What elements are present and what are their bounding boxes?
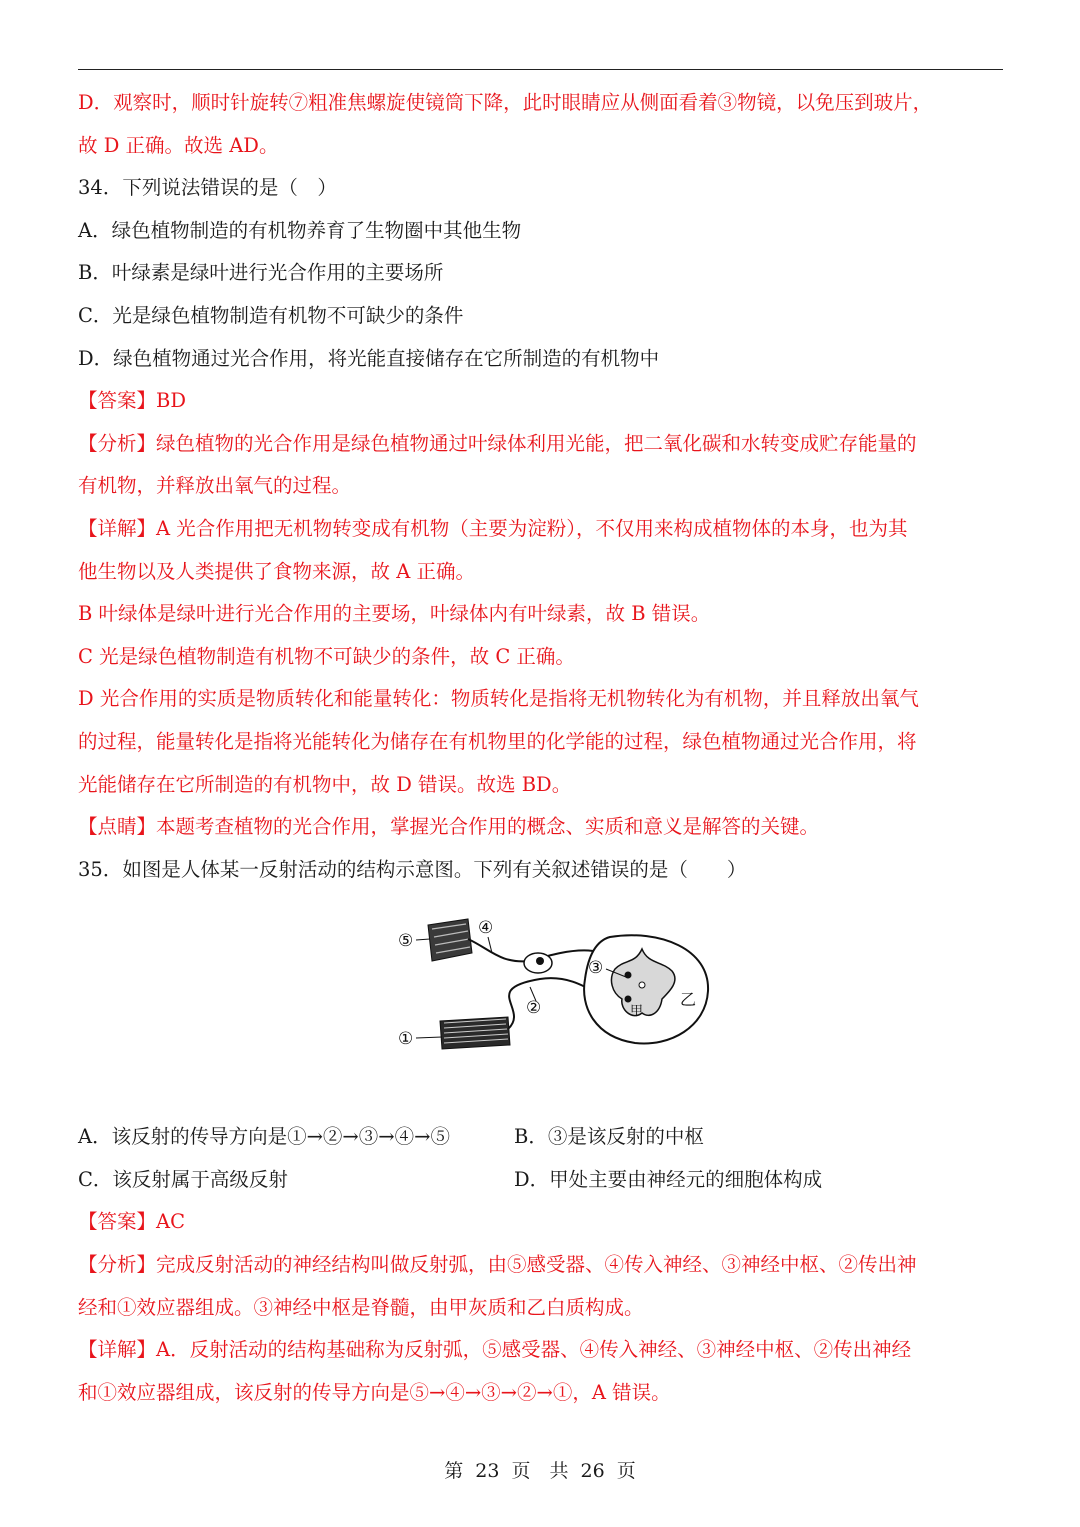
label-jia: 甲: [630, 1004, 644, 1020]
question-34-detail: 【详解】A 光合作用把无机物转变成有机物（主要为淀粉），不仅用来构成植物体的本身，也为其: [78, 516, 908, 540]
question-35-option-c: C．该反射属于高级反射: [78, 1167, 288, 1191]
question-34-detail: 他生物以及人类提供了食物来源，故 A 正确。: [78, 559, 475, 583]
question-34-option: D．绿色植物通过光合作用，将光能直接储存在它所制造的有机物中: [78, 346, 660, 370]
page-footer: [0, 1456, 1080, 1483]
question-34-option: A．绿色植物制造的有机物养育了生物圈中其他生物: [78, 218, 522, 242]
question-35-options-row: [78, 1116, 1003, 1159]
question-34-option: C．光是绿色植物制造有机物不可缺少的条件: [78, 303, 464, 327]
effector-muscle-block: [440, 1017, 510, 1049]
label-yi: 乙: [680, 990, 697, 1010]
footer-prefix: 第: [444, 1460, 464, 1482]
footer-total-pages: 26: [580, 1460, 605, 1482]
question-34-detail: B 叶绿体是绿叶进行光合作用的主要场，叶绿体内有叶绿素，故 B 错误。: [78, 602, 711, 626]
question-34-analysis: 【分析】绿色植物的光合作用是绿色植物通过叶绿体利用光能，把二氧化碳和水转变成贮存能量的: [78, 431, 917, 455]
question-35-analysis: 【分析】完成反射活动的神经结构叫做反射弧，由⑤感受器、④传入神经、③神经中枢、②传出神: [78, 1253, 917, 1277]
footer-mid: 页 共: [511, 1460, 569, 1482]
question-35-detail: 【详解】A．反射活动的结构基础称为反射弧，⑤感受器、④传入神经、③神经中枢、②传出神经: [78, 1338, 912, 1362]
label-circled-2: ②: [526, 998, 542, 1019]
question-35-analysis: 经和①效应器组成。③神经中枢是脊髓，由甲灰质和乙白质构成。: [78, 1295, 644, 1319]
header-rule: [78, 69, 1003, 70]
question-34-detail: D 光合作用的实质是物质转化和能量转化：物质转化是指将无机物转化为有机物，并且释放出氧气: [78, 687, 919, 711]
question-34-comment: 【点睛】本题考查植物的光合作用，掌握光合作用的概念、实质和意义是解答的关键。: [78, 815, 820, 839]
question-35-option-a: A．该反射的传导方向是①→②→③→④→⑤: [78, 1125, 450, 1149]
label-circled-4: ④: [478, 918, 494, 939]
question-35-options-row: [78, 1159, 1003, 1202]
reflex-arc-figure: [78, 891, 1003, 1116]
footer-suffix: 页: [616, 1460, 636, 1482]
question-34-answer: 【答案】BD: [78, 389, 186, 413]
question-34-option: B．叶绿素是绿叶进行光合作用的主要场所: [78, 261, 444, 285]
footer-page-number: 23: [475, 1460, 500, 1482]
label-circled-1: ①: [398, 1029, 414, 1050]
question-34-detail: 光能储存在它所制造的有机物中，故 D 错误。故选 BD。: [78, 772, 572, 796]
label-circled-3: ③: [588, 958, 604, 979]
prev-answer-line: D．观察时，顺时针旋转⑦粗准焦螺旋使镜筒下降，此时眼睛应从侧面看着③物镜，以免压到玻片，: [78, 91, 933, 114]
prev-answer-line: 故 D 正确。故选 AD。: [78, 133, 279, 157]
reflex-arc-diagram: [380, 909, 720, 1059]
question-35-option-d: D．甲处主要由神经元的细胞体构成: [514, 1167, 823, 1191]
question-34-detail: 的过程，能量转化是指将光能转化为储存在有机物里的化学能的过程，绿色植物通过光合作用，将: [78, 729, 917, 753]
page-content: [78, 82, 1003, 1414]
label-circled-5: ⑤: [398, 931, 414, 952]
question-34-analysis: 有机物，并释放出氧气的过程。: [78, 474, 352, 498]
question-35-answer: 【答案】AC: [78, 1210, 186, 1234]
question-34-detail: C 光是绿色植物制造有机物不可缺少的条件，故 C 正确。: [78, 644, 575, 668]
receptor-skin-block: [428, 919, 472, 961]
question-35-detail: 和①效应器组成，该反射的传导方向是⑤→④→③→②→①，A 错误。: [78, 1380, 671, 1404]
question-35-option-b: B．③是该反射的中枢: [514, 1125, 704, 1149]
question-34-stem: 34．下列说法错误的是（ ）: [78, 176, 337, 200]
question-35-stem: 35．如图是人体某一反射活动的结构示意图。下列有关叙述错误的是（ ）: [78, 857, 747, 881]
